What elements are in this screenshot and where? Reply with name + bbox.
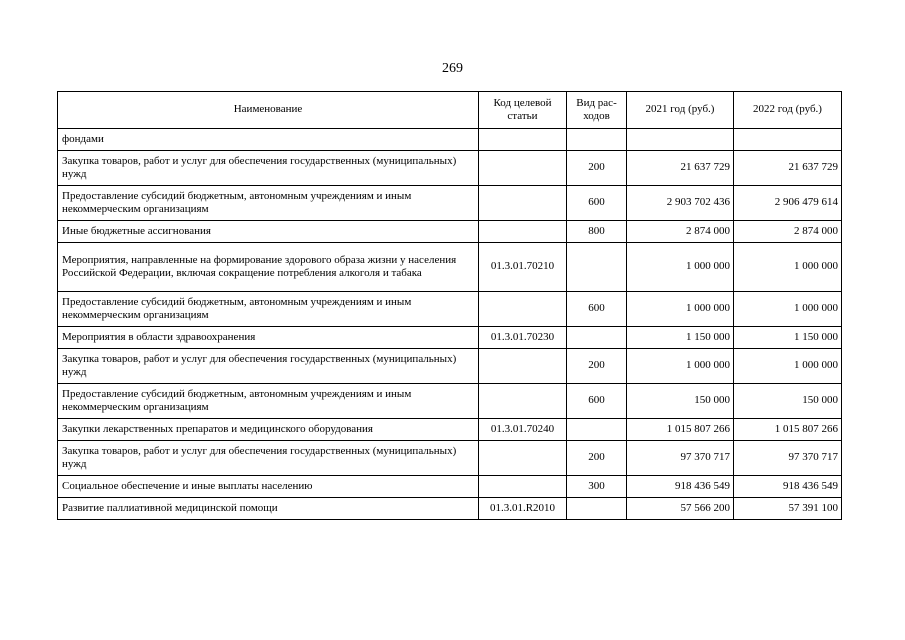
- row-2021: 1 015 807 266: [627, 419, 734, 441]
- row-2021: 2 903 702 436: [627, 186, 734, 221]
- row-type: 200: [567, 349, 627, 384]
- table-row: [58, 384, 842, 419]
- row-code: [479, 476, 567, 498]
- row-2021: 1 000 000: [627, 349, 734, 384]
- page-number: 269: [442, 61, 463, 76]
- row-code: [479, 151, 567, 186]
- table-row: [58, 476, 842, 498]
- row-code: [479, 221, 567, 243]
- row-code: 01.3.01.70240: [479, 419, 567, 441]
- table-row: [58, 221, 842, 243]
- row-name: Закупка товаров, работ и услуг для обеспечения государственных (муниципальных) нужд: [58, 151, 479, 186]
- row-2022: 97 370 717: [734, 441, 842, 476]
- row-code: [479, 349, 567, 384]
- row-type: 600: [567, 186, 627, 221]
- row-name: Мероприятия, направленные на формирование здорового образа жизни у населения Российской Федерации, включая сокращение потребления алкоголя и табака: [58, 243, 479, 292]
- header-type: Вид расходов: [567, 92, 627, 129]
- row-name: Закупки лекарственных препаратов и медицинского оборудования: [58, 419, 479, 441]
- row-type: 300: [567, 476, 627, 498]
- row-name: Предоставление субсидий бюджетным, автономным учреждениям и иным некоммерческим организациям: [58, 186, 479, 221]
- row-2022: 2 874 000: [734, 221, 842, 243]
- row-2022: 1 000 000: [734, 349, 842, 384]
- table-row: [58, 327, 842, 349]
- row-2022: 1 015 807 266: [734, 419, 842, 441]
- row-2022: 1 000 000: [734, 243, 842, 292]
- row-name: Социальное обеспечение и иные выплаты населению: [58, 476, 479, 498]
- row-2021: [627, 129, 734, 151]
- table-row: [58, 419, 842, 441]
- row-2022: 1 000 000: [734, 292, 842, 327]
- row-type: [567, 243, 627, 292]
- row-type: 600: [567, 384, 627, 419]
- row-2021: 57 566 200: [627, 498, 734, 520]
- row-name: фондами: [58, 129, 479, 151]
- row-2022: 1 150 000: [734, 327, 842, 349]
- row-name: Мероприятия в области здравоохранения: [58, 327, 479, 349]
- header-name: Наименование: [58, 92, 479, 129]
- row-2021: 21 637 729: [627, 151, 734, 186]
- row-type: 600: [567, 292, 627, 327]
- row-2021: 1 150 000: [627, 327, 734, 349]
- row-2022: [734, 129, 842, 151]
- row-2021: 1 000 000: [627, 292, 734, 327]
- row-2022: 21 637 729: [734, 151, 842, 186]
- row-code: [479, 129, 567, 151]
- header-2021: 2021 год (руб.): [627, 92, 734, 129]
- row-2021: 918 436 549: [627, 476, 734, 498]
- row-name: Закупка товаров, работ и услуг для обеспечения государственных (муниципальных) нужд: [58, 441, 479, 476]
- row-type: [567, 419, 627, 441]
- row-2022: 2 906 479 614: [734, 186, 842, 221]
- row-2022: 918 436 549: [734, 476, 842, 498]
- row-2021: 150 000: [627, 384, 734, 419]
- row-type: [567, 129, 627, 151]
- row-name: Предоставление субсидий бюджетным, автономным учреждениям и иным некоммерческим организациям: [58, 384, 479, 419]
- row-name: Предоставление субсидий бюджетным, автономным учреждениям и иным некоммерческим организациям: [58, 292, 479, 327]
- table-row: [58, 292, 842, 327]
- row-type: [567, 498, 627, 520]
- row-code: [479, 384, 567, 419]
- row-2021: 2 874 000: [627, 221, 734, 243]
- table-row: [58, 441, 842, 476]
- row-code: [479, 441, 567, 476]
- row-code: 01.3.01.R2010: [479, 498, 567, 520]
- row-type: 800: [567, 221, 627, 243]
- table-header-row: [58, 92, 842, 129]
- table-row: [58, 129, 842, 151]
- row-2022: 57 391 100: [734, 498, 842, 520]
- row-type: [567, 327, 627, 349]
- row-2021: 97 370 717: [627, 441, 734, 476]
- row-code: [479, 292, 567, 327]
- row-name: Закупка товаров, работ и услуг для обеспечения государственных (муниципальных) нужд: [58, 349, 479, 384]
- budget-table: [57, 91, 842, 520]
- row-code: [479, 186, 567, 221]
- row-name: Развитие паллиативной медицинской помощи: [58, 498, 479, 520]
- table-row: [58, 243, 842, 292]
- table-row: [58, 349, 842, 384]
- row-code: 01.3.01.70210: [479, 243, 567, 292]
- row-2022: 150 000: [734, 384, 842, 419]
- row-type: 200: [567, 441, 627, 476]
- table-row: [58, 498, 842, 520]
- row-2021: 1 000 000: [627, 243, 734, 292]
- table-row: [58, 151, 842, 186]
- row-code: 01.3.01.70230: [479, 327, 567, 349]
- row-type: 200: [567, 151, 627, 186]
- row-name: Иные бюджетные ассигнования: [58, 221, 479, 243]
- header-2022: 2022 год (руб.): [734, 92, 842, 129]
- table-row: [58, 186, 842, 221]
- header-code: Код целевой статьи: [479, 92, 567, 129]
